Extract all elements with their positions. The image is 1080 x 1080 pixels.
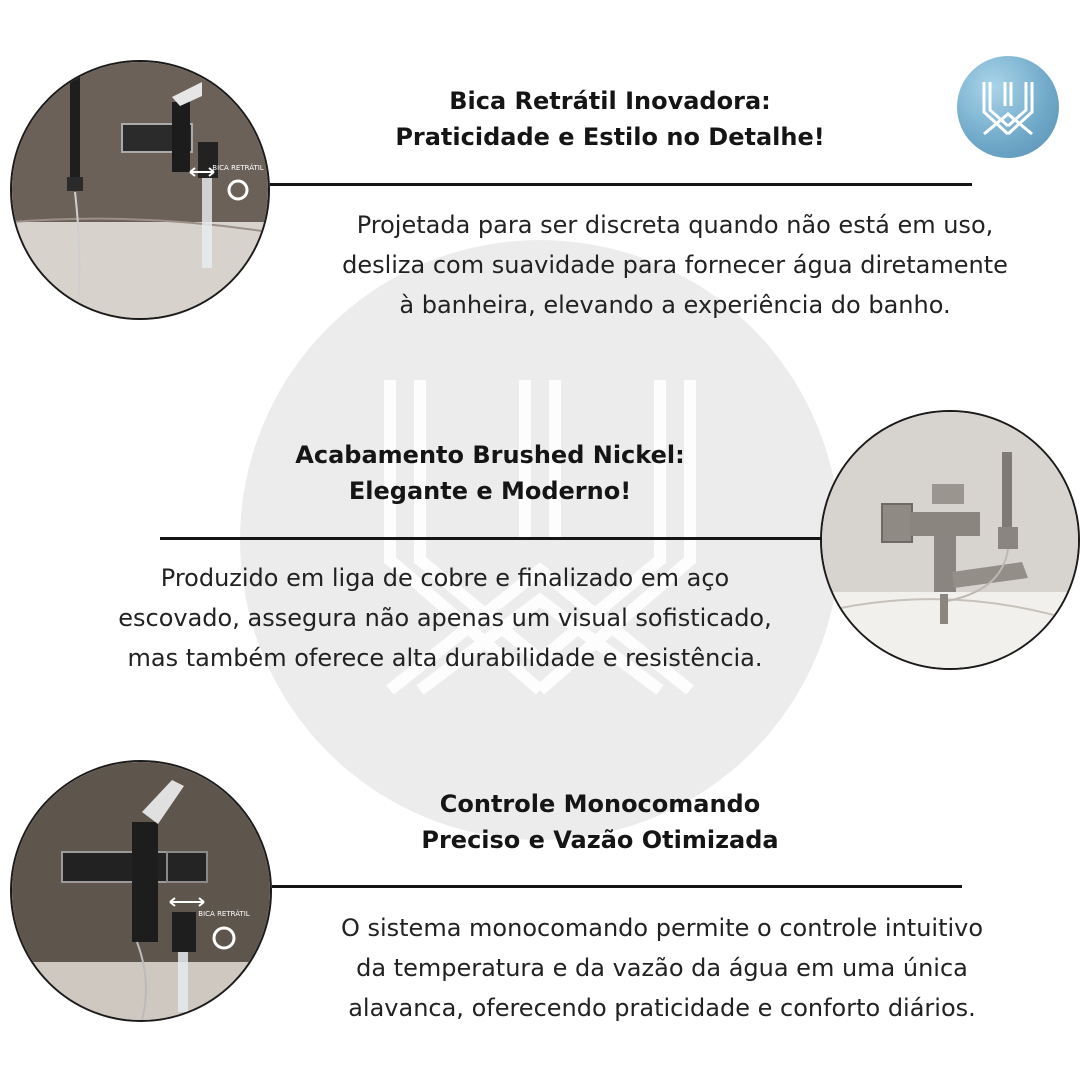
section-2-description (40, 558, 850, 678)
section-3-divider (272, 885, 962, 888)
section-2-title-line-1: Acabamento Brushed Nickel: (295, 441, 685, 469)
section-1-body-line-3: à banheira, elevando a experiência do banho. (399, 291, 951, 319)
section-3-body-line-2: da temperatura e da vazão da água em uma única (356, 954, 968, 982)
section-2-body-line-2: escovado, assegura não apenas um visual sofisticado, (118, 604, 772, 632)
section-2-title-line-2: Elegante e Moderno! (348, 477, 632, 505)
section-3-description (262, 908, 1062, 1028)
brand-monogram-icon (957, 56, 1059, 158)
section-1-description (270, 205, 1080, 325)
section-2-body-line-1: Produzido em liga de cobre e finalizado em aço (160, 564, 730, 592)
section-3-title-line-1: Controle Monocomando (439, 790, 761, 818)
section-2-divider (160, 537, 822, 540)
section-3-title-line-2: Preciso e Vazão Otimizada (421, 826, 779, 854)
section-2-title (230, 437, 750, 509)
brand-logo (957, 56, 1059, 158)
section-1-title-line-1: Bica Retrátil Inovadora: (449, 87, 771, 115)
section-1-body-line-1: Projetada para ser discreta quando não está em uso, (356, 211, 994, 239)
section-1-body-line-2: desliza com suavidade para fornecer água diretamente (342, 251, 1008, 279)
section-2-body-line-3: mas também oferece alta durabilidade e resistência. (127, 644, 763, 672)
photo-badge-text: BICA RETRÁTIL (212, 164, 264, 172)
section-1-title (340, 83, 880, 155)
background-watermark-logo (240, 240, 840, 840)
section-3-body-line-3: alavanca, oferecendo praticidade e conforto diários. (348, 994, 976, 1022)
section-3-title (340, 786, 860, 858)
section-1-divider (270, 183, 972, 186)
product-photo-retractable-spout (10, 60, 270, 320)
product-photo-brushed-nickel (820, 410, 1080, 670)
photo-badge-text: BICA RETRÁTIL (198, 910, 250, 918)
product-photo-single-lever-control (10, 760, 272, 1022)
section-1-title-line-2: Praticidade e Estilo no Detalhe! (395, 123, 825, 151)
section-3-body-line-1: O sistema monocomando permite o controle intuitivo (340, 914, 984, 942)
